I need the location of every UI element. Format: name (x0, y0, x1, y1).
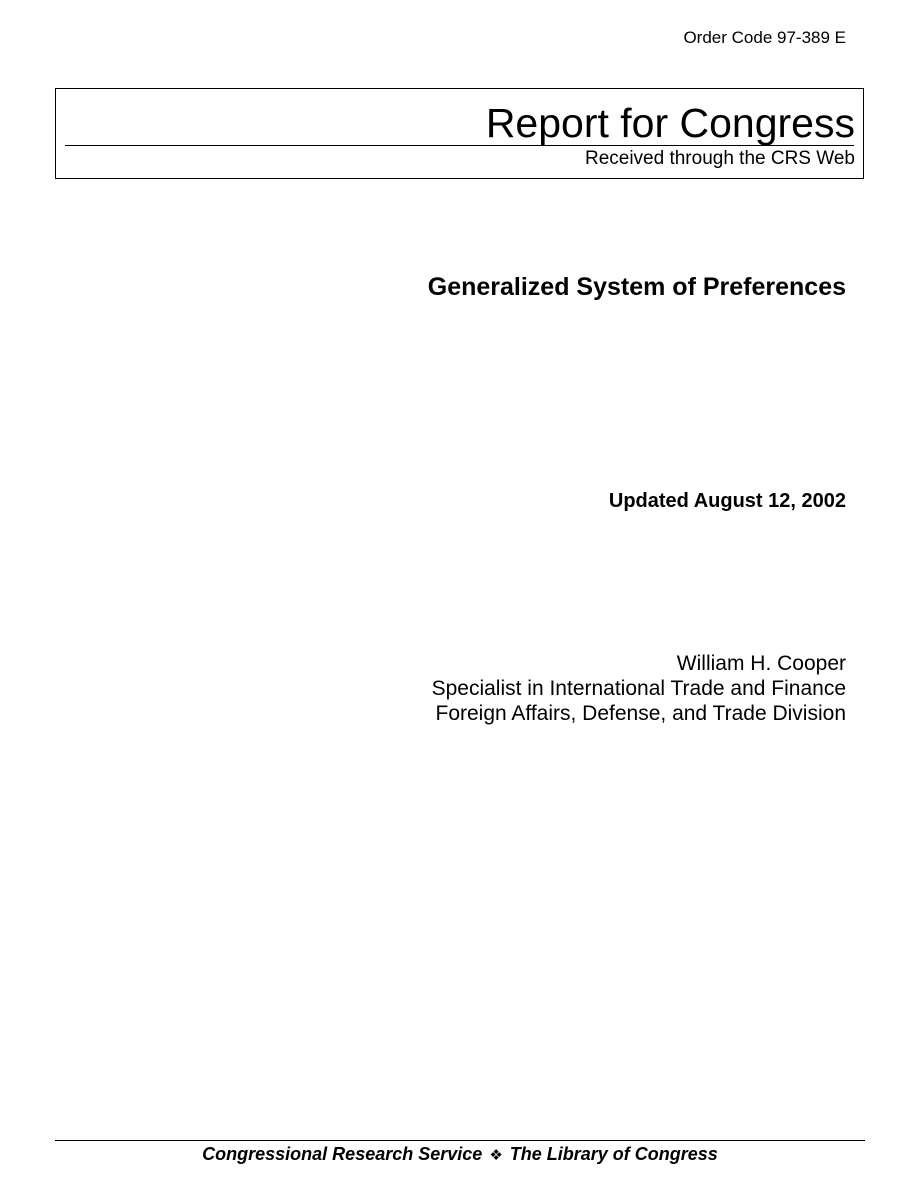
report-header-title: Report for Congress (485, 100, 855, 146)
footer-loc: The Library of Congress (509, 1144, 718, 1164)
updated-date: Updated August 12, 2002 (608, 490, 846, 512)
author-division: Foreign Affairs, Defense, and Trade Division (435, 702, 846, 725)
footer (55, 1143, 865, 1166)
report-header-box (55, 88, 864, 179)
footer-crs: Congressional Research Service (202, 1144, 483, 1164)
author-name: William H. Cooper (676, 652, 846, 675)
document-title: Generalized System of Preferences (427, 273, 846, 301)
author-position: Specialist in International Trade and Finance (431, 677, 846, 700)
report-header-subtitle: Received through the CRS Web (584, 148, 855, 169)
diamond-separator-icon: ❖ (489, 1146, 503, 1164)
order-code: Order Code 97-389 E (683, 28, 846, 47)
footer-divider (55, 1140, 865, 1141)
header-divider (65, 145, 854, 146)
author-block (432, 651, 846, 726)
